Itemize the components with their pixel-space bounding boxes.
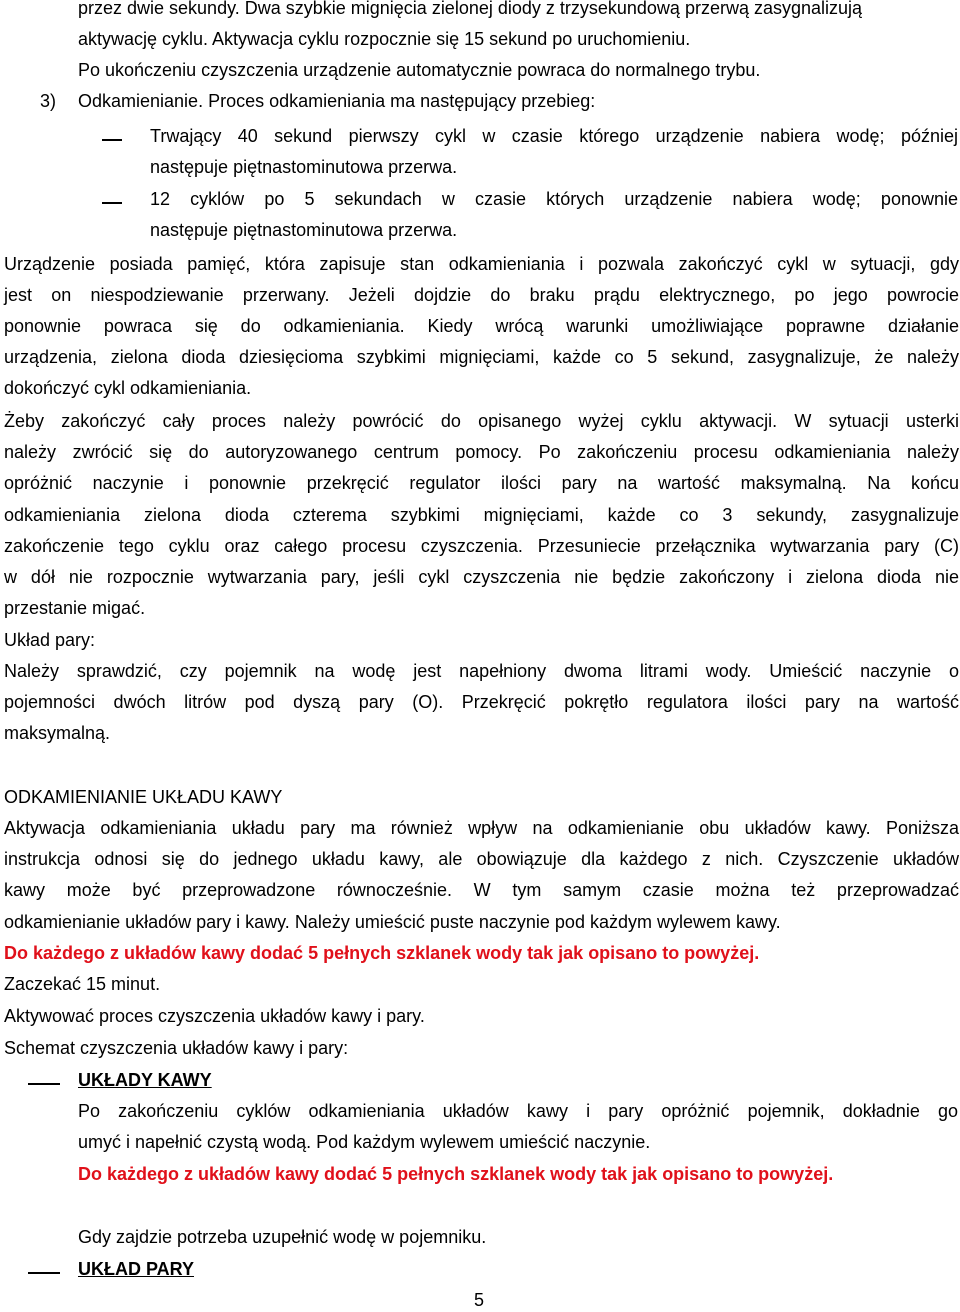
- dash-bullet-icon: [28, 1272, 60, 1274]
- list-item-line: 12 cyklów po 5 sekundach w czasie których urządzenie nabiera wodę; ponownie: [150, 189, 958, 209]
- paragraph-line: Urządzenie posiada pamięć, która zapisuje stan odkamieniania i pozwala zakończyć cykl w sytuacji, gdy: [4, 254, 959, 274]
- paragraph-line: urządzenia, zielona dioda dziesięcioma szybkimi mignięciami, każde co 5 sekund, zasygnalizuje, że należy: [4, 347, 959, 367]
- section-heading-line: Odkamienianie. Proces odkamieniania ma następujący przebieg:: [78, 91, 596, 111]
- paragraph-line: kawy może być przeprowadzone równocześnie. W tym samym czasie można też przeprowadzać: [4, 880, 959, 900]
- paragraph-line: zakończenie tego cyklu oraz całego procesu czyszczenia. Przesuniecie przełącznika wytwarzania pary (C): [4, 536, 959, 556]
- paragraph-line: maksymalną.: [4, 723, 111, 743]
- paragraph-line: jest on niespodziewanie przerwany. Jeżeli dojdzie do braku prądu elektrycznego, po jego powrocie: [4, 285, 959, 305]
- paragraph-line: Należy sprawdzić, czy pojemnik na wodę jest napełniony dwoma litrami wody. Umieścić naczynie o: [4, 661, 959, 681]
- paragraph-line: aktywację cyklu. Aktywacja cyklu rozpocznie się 15 sekund po uruchomieniu.: [78, 29, 691, 49]
- paragraph-line: Zaczekać 15 minut.: [4, 974, 161, 994]
- paragraph-line: Po ukończeniu czyszczenia urządzenie automatycznie powraca do normalnego trybu.: [78, 60, 761, 80]
- paragraph-line: ponownie powraca się do odkamieniania. Kiedy wrócą warunki umożliwiające poprawne działanie: [4, 316, 959, 336]
- paragraph-line: przestanie migać.: [4, 598, 146, 618]
- paragraph-line: Schemat czyszczenia układów kawy i pary:: [4, 1038, 349, 1058]
- dash-bullet-icon: [28, 1083, 60, 1085]
- list-item-line: Po zakończeniu cyklów odkamieniania układów kawy i pary opróżnić pojemnik, dokładnie go: [78, 1101, 958, 1121]
- list-item-line: następuje piętnastominutowa przerwa.: [150, 220, 458, 240]
- red-instruction-line: Do każdego z układów kawy dodać 5 pełnych szklanek wody tak jak opisano to powyżej.: [4, 943, 760, 963]
- list-heading: UKŁADY KAWY: [78, 1070, 212, 1090]
- paragraph-line: przez dwie sekundy. Dwa szybkie mignięcia zielonej diody z trzysekundową przerwą zasygnalizują: [78, 0, 863, 18]
- list-item-line: następuje piętnastominutowa przerwa.: [150, 157, 458, 177]
- dash-bullet-icon: [102, 139, 122, 141]
- list-heading: UKŁAD PARY: [78, 1259, 194, 1279]
- paragraph-line: Aktywować proces czyszczenia układów kawy i pary.: [4, 1006, 425, 1026]
- subheading-line: Układ pary:: [4, 630, 96, 650]
- paragraph-line: odkamieniania zielona dioda czterema szybkimi mignięciami, każde co 3 sekundy, zasygnalizuje: [4, 505, 959, 525]
- list-item-line: umyć i napełnić czystą wodą. Pod każdym wylewem umieścić naczynie.: [78, 1132, 651, 1152]
- paragraph-line: Aktywacja odkamieniania układu pary ma również wpływ na odkamienianie obu układów kawy. Poniższa: [4, 818, 959, 838]
- paragraph-line: należy zwrócić się do autoryzowanego centrum pomocy. Po zakończeniu procesu odkamieniania należy: [4, 442, 959, 462]
- paragraph-line: opróżnić naczynie i ponownie przekręcić regulator ilości pary na wartość maksymalną. Na końcu: [4, 473, 959, 493]
- paragraph-line: dokończyć cykl odkamieniania.: [4, 378, 252, 398]
- paragraph-line: pojemności dwóch litrów pod dyszą pary (O). Przekręcić pokrętło regulatora ilości pary na wartość: [4, 692, 959, 712]
- list-item-line: Trwający 40 sekund pierwszy cykl w czasie którego urządzenie nabiera wodę; później: [150, 126, 958, 146]
- paragraph-line: instrukcja odnosi się do jednego układu kawy, ale obowiązuje dla każdego z nich. Czyszczenie układów: [4, 849, 959, 869]
- paragraph-line: w dół nie rozpocznie wytwarzania pary, jeśli cykl czyszczenia nie będzie zakończony i zielona dioda nie: [4, 567, 959, 587]
- section-title: ODKAMIENIANIE UKŁADU KAWY: [4, 787, 283, 807]
- list-number: 3): [40, 91, 57, 111]
- paragraph-line: odkamienianie układów pary i kawy. Należy umieścić puste naczynie pod każdym wylewem kawy.: [4, 912, 781, 932]
- dash-bullet-icon: [102, 202, 122, 204]
- page-number: 5: [474, 1290, 485, 1310]
- red-instruction-line: Do każdego z układów kawy dodać 5 pełnych szklanek wody tak jak opisano to powyżej.: [78, 1164, 834, 1184]
- paragraph-line: Żeby zakończyć cały proces należy powrócić do opisanego wyżej cyklu aktywacji. W sytuacji usterki: [4, 411, 959, 431]
- list-item-line: Gdy zajdzie potrzeba uzupełnić wodę w pojemniku.: [78, 1227, 487, 1247]
